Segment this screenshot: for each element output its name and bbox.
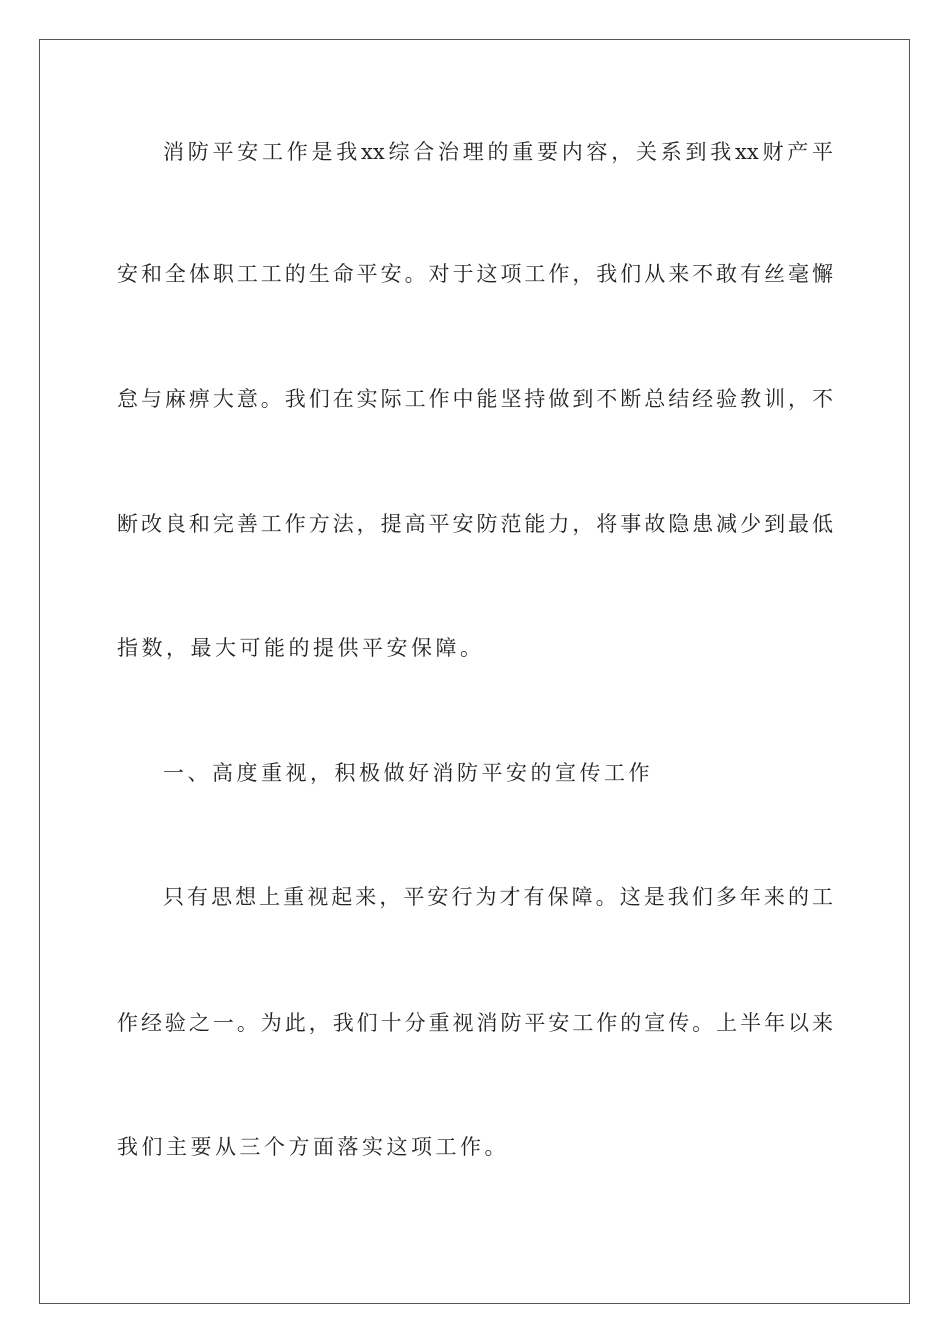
paragraph1-line-1: 消防平安工作是我xx综合治理的重要内容，关系到我xx财产平 — [163, 140, 833, 164]
paragraph2-line-1: 只有思想上重视起来，平安行为才有保障。这是我们多年来的工 — [163, 885, 833, 909]
paragraph1-line-2: 安和全体职工工的生命平安。对于这项工作，我们从来不敢有丝毫懈 — [117, 262, 833, 286]
paragraph1-line-5: 指数，最大可能的提供平安保障。 — [117, 636, 485, 660]
page-border — [39, 39, 910, 1304]
paragraph2-line-3: 我们主要从三个方面落实这项工作。 — [117, 1135, 509, 1159]
paragraph1-line-4: 断改良和完善工作方法，提高平安防范能力，将事故隐患减少到最低 — [117, 512, 833, 536]
section-heading: 一、高度重视，积极做好消防平安的宣传工作 — [163, 761, 653, 785]
paragraph1-line-3: 怠与麻痹大意。我们在实际工作中能坚持做到不断总结经验教训，不 — [117, 387, 833, 411]
paragraph2-line-2: 作经验之一。为此，我们十分重视消防平安工作的宣传。上半年以来 — [117, 1011, 833, 1035]
